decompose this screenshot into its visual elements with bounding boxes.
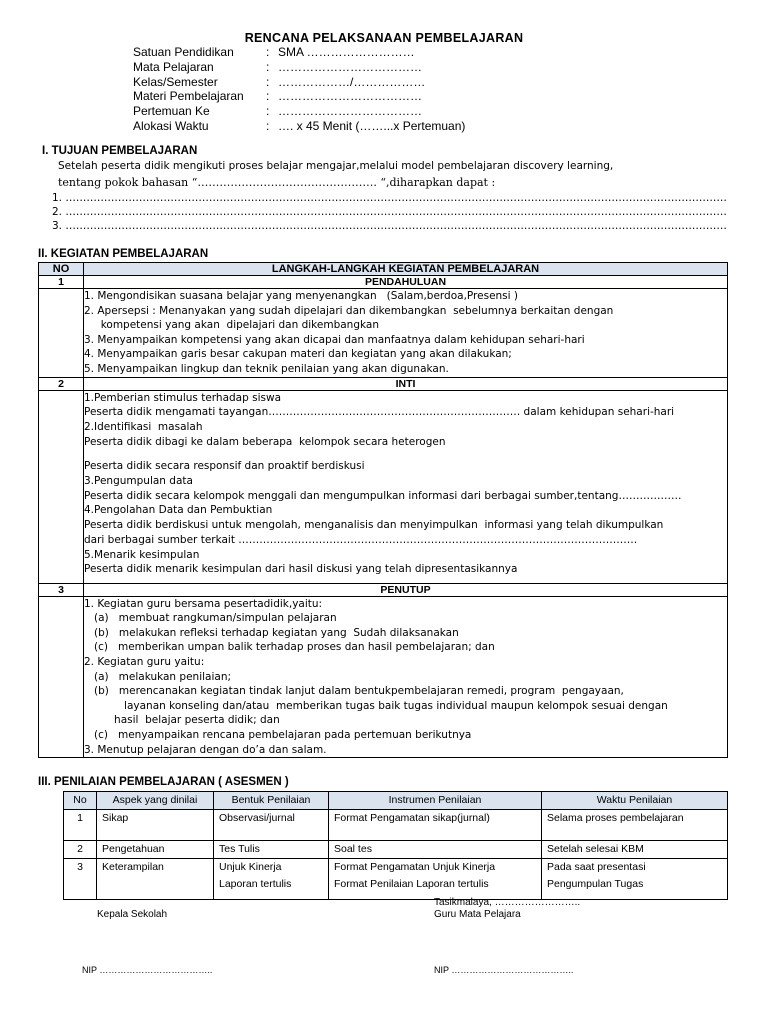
step-line: 1. Mengondisikan suasana belajar yang menyenangkan (Salam,berdoa,Presensi ) bbox=[84, 290, 519, 302]
tujuan-heading: I. TUJUAN PEMBELAJARAN bbox=[42, 145, 198, 157]
step-line: 3. Menyampaikan kompetensi yang akan dicapai dan manfaatnya dalam kehidupan sehari-hari bbox=[84, 333, 585, 346]
tujuan-item-2: 2. ……………………………………………………………………………………………………………………………………………………………………… bbox=[52, 206, 727, 218]
penilaian-col-header: Instrumen Penilaian bbox=[329, 792, 542, 810]
header-field-label: Kelas/Semester bbox=[133, 74, 218, 89]
penilaian-cell-instrumen bbox=[329, 841, 542, 859]
step-line: hasil belajar peserta didik; dan bbox=[84, 714, 280, 727]
step-line bbox=[84, 449, 727, 459]
penilaian-row bbox=[64, 859, 728, 900]
header-field-label: Satuan Pendidikan bbox=[133, 45, 234, 59]
penilaian-cell-bentuk bbox=[214, 841, 329, 859]
header-field-sep: : bbox=[266, 104, 270, 119]
tujuan-item-1: 1. ……………………………………………………………………………………………………………………………………………………………………… bbox=[52, 192, 727, 204]
pendahuluan-body-row bbox=[39, 289, 728, 378]
step-line: Peserta didik berdiskusi untuk mengolah, menganalisis dan menyimpulkan informasi yang telah dikumpulkan bbox=[84, 519, 664, 532]
penilaian-cell-waktu bbox=[542, 810, 728, 841]
header-field-label: Pertemuan Ke bbox=[133, 104, 210, 119]
header-field-value[interactable]: ………………/……………… bbox=[278, 74, 426, 89]
penilaian-cell-aspek: Sikap bbox=[97, 810, 214, 841]
penilaian-heading: III. PENILAIAN PEMBELAJARAN ( ASESMEN ) bbox=[38, 776, 289, 788]
step-line: 3. Menutup pelajaran dengan do’a dan salam. bbox=[84, 743, 327, 756]
step-line: 1. Kegiatan guru bersama pesertadidik,yaitu: bbox=[84, 597, 323, 610]
step-line: (b) merencanakan kegiatan tindak lanjut dalam bentukpembelajaran remedi, program pengayaan, bbox=[84, 685, 624, 698]
penilaian-cell-line: Pada saat presentasi bbox=[547, 861, 646, 873]
penilaian-cell-line: Tes Tulis bbox=[219, 843, 260, 855]
header-field-value[interactable]: …. x 45 Menit (……...x Pertemuan) bbox=[278, 118, 466, 133]
step-line: 2.Identifikasi masalah bbox=[84, 420, 203, 433]
header-field-value[interactable]: ……………………………… bbox=[278, 104, 422, 119]
section-title: INTI bbox=[84, 377, 728, 390]
step-line: (a) membuat rangkuman/simpulan pelajaran bbox=[84, 612, 337, 625]
step-line: 5.Menarik kesimpulan bbox=[84, 548, 200, 561]
step-line: 5. Menyampaikan lingkup dan teknik penilaian yang akan digunakan. bbox=[84, 362, 449, 375]
kegiatan-header-row bbox=[39, 263, 728, 276]
tujuan-topic: tentang pokok bahasan “…………………………………………. “,diharapkan dapat : bbox=[58, 176, 496, 189]
penilaian-cell-line: Format Penilaian Laporan tertulis bbox=[334, 878, 489, 890]
header-field-value[interactable]: ……………………………… bbox=[278, 89, 422, 104]
pendahuluan-title-row bbox=[39, 276, 728, 289]
step-line: (c) menyampaikan rencana pembelajaran pada pertemuan berikutnya bbox=[84, 728, 472, 741]
header-field-value[interactable]: ……………………………… bbox=[278, 59, 422, 74]
header-field-row bbox=[133, 104, 465, 119]
penilaian-row bbox=[64, 841, 728, 859]
header-field-label: Alokasi Waktu bbox=[133, 118, 209, 133]
step-line: 4.Pengolahan Data dan Pembuktian bbox=[84, 504, 273, 517]
tujuan-intro: Setelah peserta didik mengikuti proses belajar mengajar,melalui model pembelajaran discovery learning, bbox=[58, 160, 614, 172]
header-field-sep: : bbox=[266, 59, 270, 74]
penilaian-cell-instrumen bbox=[329, 810, 542, 841]
penilaian-cell-aspek: Keterampilan bbox=[97, 859, 214, 900]
section-no: 2 bbox=[39, 377, 84, 390]
header-field-label: Mata Pelajaran bbox=[133, 59, 214, 74]
section-no: 1 bbox=[39, 276, 84, 289]
kepala-sekolah-nip: NIP ……………………………….. bbox=[82, 965, 213, 975]
document-title: RENCANA PELAKSANAAN PEMBELAJARAN bbox=[244, 31, 524, 45]
penilaian-cell-bentuk bbox=[214, 810, 329, 841]
step-line: 1.Pemberian stimulus terhadap siswa bbox=[84, 391, 281, 404]
penilaian-cell-line: Format Pengamatan Unjuk Kinerja bbox=[334, 861, 496, 873]
step-line: layanan konseling dan/atau memberikan tugas baik tugas individual maupun kelompok sesuai dengan bbox=[84, 699, 668, 712]
penilaian-cell-bentuk bbox=[214, 859, 329, 900]
penilaian-cell-line: Format Pengamatan sikap(jurnal) bbox=[334, 812, 490, 824]
header-field-value[interactable]: SMA ……………………… bbox=[278, 45, 415, 59]
section-title: PENDAHULUAN bbox=[84, 276, 728, 289]
header-field-row bbox=[133, 119, 465, 134]
step-line: dari berbagai sumber terkait …………………………………………………………………………………………………… bbox=[84, 533, 638, 546]
penilaian-cell-line: Observasi/jurnal bbox=[219, 812, 295, 824]
penilaian-col-header: Aspek yang dinilai bbox=[97, 792, 214, 810]
kegiatan-table bbox=[38, 262, 728, 758]
header-field-sep: : bbox=[266, 74, 270, 89]
header-field-row bbox=[133, 60, 465, 75]
penilaian-cell-line: Laporan tertulis bbox=[219, 878, 292, 890]
penilaian-cell-no: 1 bbox=[64, 810, 97, 841]
penilaian-col-header: Bentuk Penilaian bbox=[214, 792, 329, 810]
penilaian-cell-line: Setelah selesai KBM bbox=[547, 843, 644, 855]
step-line: Peserta didik secara responsif dan proaktif berdiskusi bbox=[84, 460, 365, 473]
penilaian-cell-instrumen bbox=[329, 859, 542, 900]
step-line: Peserta didik menarik kesimpulan dari hasil diskusi yang telah dipresentasikannya bbox=[84, 563, 518, 576]
guru-label: Guru Mata Pelajara bbox=[434, 909, 521, 920]
penilaian-col-header: No bbox=[64, 792, 97, 810]
col-steps: LANGKAH-LANGKAH KEGIATAN PEMBELAJARAN bbox=[84, 263, 728, 276]
penutup-title-row bbox=[39, 583, 728, 596]
header-field-sep: : bbox=[266, 89, 270, 104]
inti-steps bbox=[84, 390, 728, 583]
header-field-row bbox=[133, 75, 465, 90]
penutup-steps bbox=[84, 596, 728, 758]
step-line: Peserta didik mengamati tayangan……………………………………………………………… dalam kehidupan sehari-hari bbox=[84, 406, 675, 419]
header-field-label: Materi Pembelajaran bbox=[133, 89, 244, 104]
header-field-row bbox=[133, 89, 465, 104]
penilaian-cell-waktu bbox=[542, 859, 728, 900]
kepala-sekolah-label: Kepala Sekolah bbox=[97, 909, 168, 920]
penilaian-cell-waktu bbox=[542, 841, 728, 859]
penilaian-cell-line: Unjuk Kinerja bbox=[219, 861, 282, 873]
penilaian-cell-no: 2 bbox=[64, 841, 97, 859]
pendahuluan-steps bbox=[84, 289, 728, 378]
penutup-body-row bbox=[39, 596, 728, 758]
penilaian-cell-no: 3 bbox=[64, 859, 97, 900]
header-field-sep: : bbox=[266, 118, 270, 133]
step-line: Peserta didik dibagi ke dalam beberapa kelompok secara heterogen bbox=[84, 435, 446, 448]
step-line: (b) melakukan refleksi terhadap kegiatan yang Sudah dilaksanakan bbox=[84, 626, 459, 639]
section-title: PENUTUP bbox=[84, 583, 728, 596]
penilaian-cell-line: Pengumpulan Tugas bbox=[547, 878, 644, 890]
penilaian-header-row bbox=[64, 792, 728, 810]
step-line: 4. Menyampaikan garis besar cakupan materi dan kegiatan yang akan dilakukan; bbox=[84, 348, 512, 361]
guru-nip: NIP ………………………………….. bbox=[434, 965, 574, 975]
step-line: Peserta didik secara kelompok menggali dan mengumpulkan informasi dari berbagai sumber,tentang……………… bbox=[84, 489, 682, 502]
step-line: (a) melakukan penilaian; bbox=[84, 670, 232, 683]
penilaian-row bbox=[64, 810, 728, 841]
step-line: kompetensi yang akan dipelajari dan dikembangkan bbox=[84, 319, 379, 332]
section-no: 3 bbox=[39, 583, 84, 596]
col-no: NO bbox=[39, 263, 84, 276]
step-line: 2. Kegiatan guru yaitu: bbox=[84, 655, 205, 668]
step-line: 3.Pengumpulan data bbox=[84, 475, 193, 488]
penilaian-cell-aspek: Pengetahuan bbox=[97, 841, 214, 859]
inti-title-row bbox=[39, 377, 728, 390]
penilaian-table bbox=[63, 791, 728, 900]
step-line: 2. Apersepsi : Menanyakan yang sudah dipelajari dan dikembangkan sebelumnya berkaitan dengan bbox=[84, 304, 614, 317]
penilaian-cell-line: Selama proses pembelajaran bbox=[547, 812, 684, 824]
place-date: Tasikmalaya, …………………….. bbox=[434, 897, 581, 908]
header-fields bbox=[133, 45, 465, 134]
tujuan-item-3: 3. ……………………………………………………………………………………………………………………………………………………………………… bbox=[52, 220, 727, 232]
header-field-row bbox=[133, 45, 465, 60]
step-line: (c) memberikan umpan balik terhadap proses dan hasil pembelajaran; dan bbox=[84, 641, 495, 654]
penilaian-col-header: Waktu Penilaian bbox=[542, 792, 728, 810]
header-field-sep: : bbox=[266, 45, 270, 59]
inti-body-row bbox=[39, 390, 728, 583]
penilaian-cell-line: Soal tes bbox=[334, 843, 372, 855]
kegiatan-heading: II. KEGIATAN PEMBELAJARAN bbox=[38, 248, 209, 260]
